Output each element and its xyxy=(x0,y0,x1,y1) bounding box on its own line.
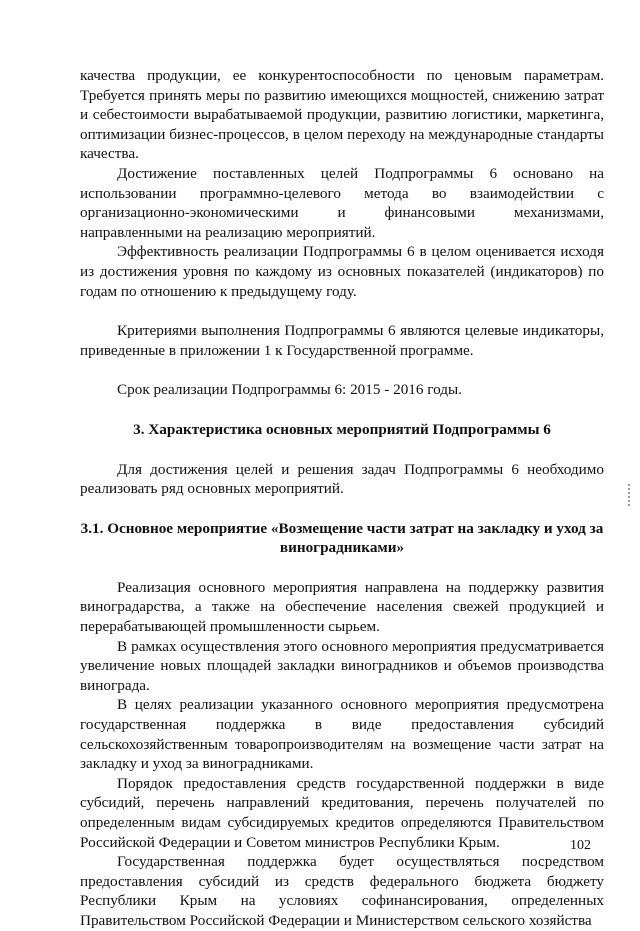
paragraph-implementation: Реализация основного мероприятия направлена на поддержку развития виноградарства, а также на обеспечение населения свежей продукцией и перерабатывающей промышленности сырьем. xyxy=(80,578,604,636)
paragraph-term: Срок реализации Подпрограммы 6: 2015 - 2016 годы. xyxy=(117,381,463,399)
paragraph-goals: Для достижения целей и решения задач Подпрограммы 6 необходимо реализовать ряд основных мероприятий. xyxy=(80,460,604,498)
paragraph-state-support: Государственная поддержка будет осуществляться посредством предоставления субсидий из средств федерального бюджета бюджету Республики Крым на условиях софинансирования, определенных Правительством Российской Федерации и Министерством сельского хозяйства xyxy=(80,853,604,929)
paragraph-achievement: Достижение поставленных целей Подпрограммы 6 основано на использовании программно-целевого метода во взаимодействии с организационно-экономическими и финансовыми механизмами, направленными на реализацию мероприятий. xyxy=(80,164,604,241)
paragraph-criteria: Критериями выполнения Подпрограммы 6 являются целевые индикаторы, приведенные в приложении 1 к Государственной программе. xyxy=(80,322,604,359)
paragraph-procedure: Порядок предоставления средств государственной поддержки в виде субсидий, перечень направлений кредитования, перечень получателей по определенным видам субсидируемых кредитов определяются Правительством Российской Федерации и Советом министров Республики Крым. xyxy=(80,774,604,851)
section-3-1-heading: 3.1. Основное мероприятие «Возмещение части затрат на закладку и уход за виноградниками» xyxy=(80,519,604,557)
paragraph-efficiency: Эффективность реализации Подпрограммы 6 в целом оценивается исходя из достижения уровня по каждому из основных показателей (индикаторов) по годам по отношению к предыдущему году. xyxy=(80,243,604,300)
paragraph-framework: В рамках осуществления этого основного мероприятия предусматривается увеличение новых площадей закладки виноградников и объемов производства винограда. xyxy=(80,637,604,694)
paragraph-support: В целях реализации указанного основного мероприятия предусмотрена государственная поддержка в виде предоставления субсидий сельскохозяйственным товаропроизводителям на возмещение части затрат на закладку и уход за виноградниками. xyxy=(80,696,604,773)
page-content xyxy=(80,66,604,931)
page-number: 102 xyxy=(570,838,591,853)
section-3-heading: 3. Характеристика основных мероприятий Подпрограммы 6 xyxy=(133,420,551,438)
scan-margin-mark xyxy=(628,484,630,506)
paragraph-quality: качества продукции, ее конкурентоспособности по ценовым параметрам. Требуется принять меры по развитию имеющихся мощностей, снижению затрат и себестоимости вырабатываемой продукции, развитию логистики, маркетинга, оптимизации бизнес-процессов, в целом переходу на международные стандарты качества. xyxy=(80,67,604,163)
